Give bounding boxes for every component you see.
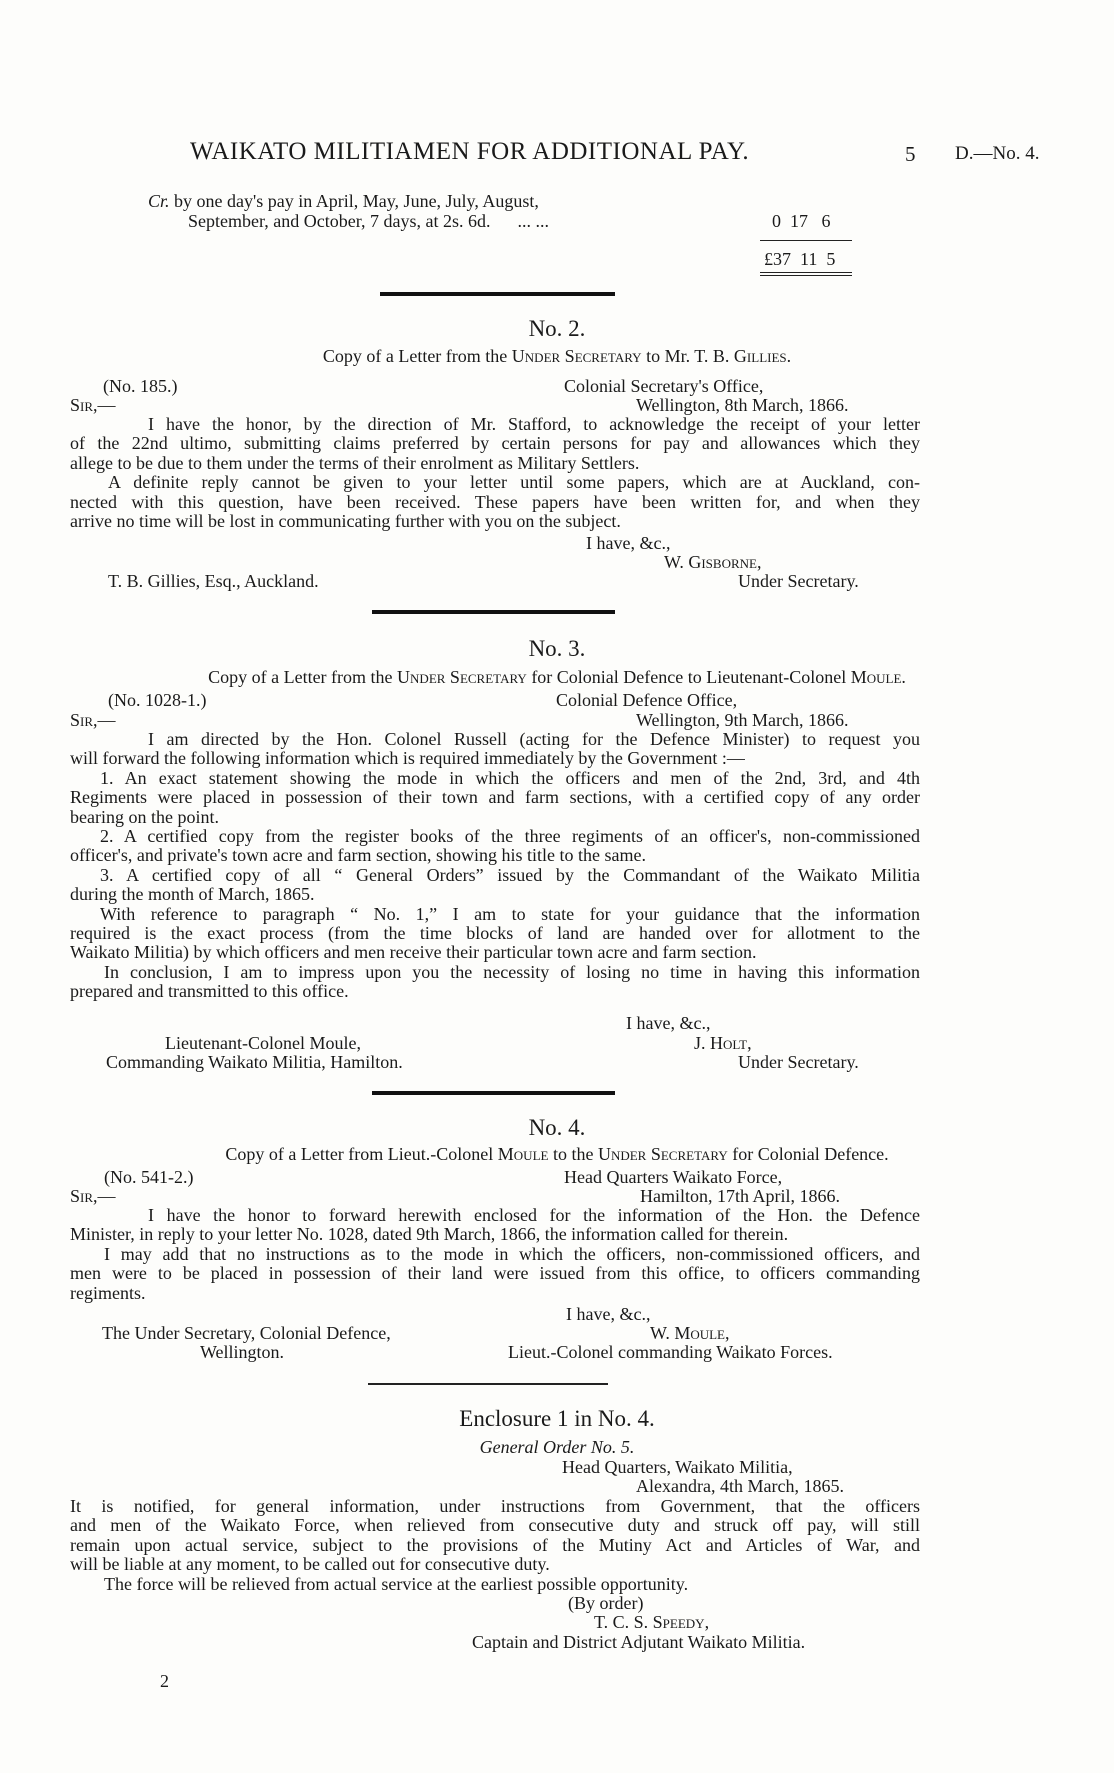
body-line: With reference to paragraph “ No. 1,” I am to state for your guidance that the information bbox=[100, 903, 920, 924]
letter-3-recipient-2: Commanding Waikato Militia, Hamilton. bbox=[106, 1052, 403, 1072]
body-line: I have the honor to forward herewith enclosed for the information of the Hon. the Defence bbox=[148, 1205, 920, 1225]
total-rule-2 bbox=[760, 275, 852, 276]
enclosure-heading: Enclosure 1 in No. 4. bbox=[459, 1406, 655, 1431]
letter-4-heading: No. 4. bbox=[528, 1115, 586, 1140]
letter-3-signer: J. Holt, bbox=[694, 1033, 752, 1053]
letter-2-signer-title: Under Secretary. bbox=[738, 571, 859, 591]
letter-2-body bbox=[70, 415, 920, 531]
body-line: I have the honor, by the direction of Mr. Stafford, to acknowledge the receipt of your letter bbox=[148, 414, 920, 434]
letter-3-closing: I have, &c., bbox=[626, 1013, 711, 1033]
body-line: officer's, and private's town acre and farm section, showing his title to the same. bbox=[70, 845, 646, 866]
body-line: The force will be relieved from actual service at the earliest possible opportunity. bbox=[104, 1573, 689, 1594]
enclosure-place-2: Alexandra, 4th March, 1865. bbox=[636, 1476, 844, 1496]
body-line: arrive no time will be lost in communicating further with you on the subject. bbox=[70, 511, 621, 532]
body-line: allege to be due to them under the terms of their enrolment as Military Settlers. bbox=[70, 452, 640, 473]
body-line: Minister, in reply to your letter No. 1028, dated 9th March, 1866, the information called for therein. bbox=[70, 1224, 789, 1245]
body-line: remain upon actual service, subject to the provisions of the Mutiny Act and Articles of War, and bbox=[70, 1534, 920, 1555]
letter-4-office: Head Quarters Waikato Force, bbox=[564, 1167, 783, 1187]
body-line: nected with this question, have been received. These papers have been written for, and when they bbox=[70, 491, 920, 512]
letter-4-number: (No. 541-2.) bbox=[104, 1167, 194, 1187]
letter-2-closing: I have, &c., bbox=[586, 533, 671, 553]
body-line: will forward the following information which is required immediately by the Government :— bbox=[70, 748, 745, 769]
letter-2-heading: No. 2. bbox=[528, 316, 586, 341]
letter-2-recipient: T. B. Gillies, Esq., Auckland. bbox=[108, 571, 319, 591]
letter-4-signer: W. Moule, bbox=[650, 1323, 730, 1343]
document-reference: D.—No. 4. bbox=[955, 143, 1040, 164]
letter-4-recipient-2: Wellington. bbox=[200, 1342, 285, 1362]
body-line: I may add that no instructions as to the mode in which the officers, non-commissioned officers, and bbox=[104, 1243, 920, 1264]
letter-2-office: Colonial Secretary's Office, bbox=[564, 376, 764, 396]
letter-4-salutation: Sir,— bbox=[70, 1186, 116, 1206]
letter-3-heading: No. 3. bbox=[528, 636, 586, 661]
section-divider bbox=[380, 292, 615, 296]
account-line-2: September, and October, 7 days, at 2s. 6d. ... ... bbox=[188, 211, 549, 231]
letter-2-number: (No. 185.) bbox=[103, 376, 178, 396]
section-divider bbox=[372, 1091, 615, 1095]
body-line: 2. A certified copy from the register books of the three regiments of an officer's, non-commissioned bbox=[100, 826, 920, 847]
letter-3-place-date: Wellington, 9th March, 1866. bbox=[636, 710, 849, 730]
body-line: and men of the Waikato Force, when relieved from consecutive duty and struck off pay, will still bbox=[70, 1515, 920, 1536]
letter-3-office: Colonial Defence Office, bbox=[556, 690, 738, 710]
cr-label: Cr. bbox=[148, 191, 170, 211]
body-line: Regiments were placed in possession of their town and farm sections, with a certified copy of any order bbox=[70, 787, 920, 808]
letter-2-place-date: Wellington, 8th March, 1866. bbox=[636, 395, 849, 415]
letter-4-signer-title: Lieut.-Colonel commanding Waikato Forces. bbox=[508, 1342, 833, 1362]
enclosure-divider bbox=[368, 1383, 608, 1385]
letter-2-signer: W. Gisborne, bbox=[664, 552, 762, 572]
account-amount: 0 17 6 bbox=[772, 211, 831, 231]
letter-4-recipient-1: The Under Secretary, Colonial Defence, bbox=[102, 1323, 391, 1343]
letter-4-body bbox=[70, 1206, 920, 1303]
sum-rule bbox=[760, 240, 852, 241]
letter-3-subtitle: Copy of a Letter from the Under Secretary for Colonial Defence to Lieutenant-Colonel Moule. bbox=[208, 667, 906, 687]
body-line: bearing on the point. bbox=[70, 806, 219, 827]
body-line: 3. A certified copy of all “ General Orders” issued by the Commandant of the Waikato Militia bbox=[100, 864, 920, 885]
body-line: during the month of March, 1865. bbox=[70, 884, 315, 905]
body-line: prepared and transmitted to this office. bbox=[70, 981, 349, 1002]
enclosure-signer-title: Captain and District Adjutant Waikato Militia. bbox=[472, 1632, 806, 1652]
letter-3-salutation: Sir,— bbox=[70, 710, 116, 730]
body-line: regiments. bbox=[70, 1282, 146, 1303]
total-rule-1 bbox=[760, 272, 852, 273]
body-line: 1. An exact statement showing the mode in which the officers and men of the 2nd, 3rd, and 4th bbox=[100, 767, 920, 788]
letter-4-closing: I have, &c., bbox=[566, 1304, 651, 1324]
body-line: will be liable at any moment, to be called out for consecutive duty. bbox=[70, 1554, 550, 1575]
body-line: Waikato Militia) by which officers and men receive their particular town acre and farm section. bbox=[70, 942, 757, 963]
letter-3-number: (No. 1028-1.) bbox=[108, 690, 207, 710]
account-total: £37 11 5 bbox=[764, 249, 836, 269]
account-line-1: Cr. by one day's pay in April, May, June, July, August, bbox=[148, 191, 539, 211]
leader-dots: ... ... bbox=[517, 211, 549, 231]
section-divider bbox=[372, 610, 615, 614]
body-line: of the 22nd ultimo, submitting claims preferred by certain persons for pay and allowances which they bbox=[70, 433, 920, 454]
letter-3-signer-title: Under Secretary. bbox=[738, 1052, 859, 1072]
enclosure-place-1: Head Quarters, Waikato Militia, bbox=[562, 1457, 793, 1477]
letter-2-subtitle: Copy of a Letter from the Under Secretary to Mr. T. B. Gillies. bbox=[322, 346, 792, 366]
body-line: In conclusion, I am to impress upon you the necessity of losing no time in having this information bbox=[104, 961, 920, 982]
running-title: WAIKATO MILITIAMEN FOR ADDITIONAL PAY. bbox=[190, 138, 750, 165]
letter-3-body bbox=[70, 730, 920, 1002]
letter-4-subtitle: Copy of a Letter from Lieut.-Colonel Moule to the Under Secretary for Colonial Defence. bbox=[225, 1144, 889, 1164]
body-line: It is notified, for general information, under instructions from Government, that the officers bbox=[70, 1496, 920, 1516]
enclosure-by-order: (By order) bbox=[568, 1593, 644, 1613]
enclosure-body bbox=[70, 1497, 920, 1594]
signature-mark: 2 bbox=[160, 1671, 169, 1691]
body-line: required is the exact process (from the time blocks of land are handed over for allotment to the bbox=[70, 923, 920, 944]
letter-4-place-date: Hamilton, 17th April, 1866. bbox=[640, 1186, 840, 1206]
enclosure-subtitle: General Order No. 5. bbox=[479, 1437, 635, 1457]
body-line: men were to be placed in possession of their land were issued from this office, to officers commanding bbox=[70, 1263, 920, 1284]
letter-2-salutation: Sir,— bbox=[70, 395, 116, 415]
letter-3-recipient-1: Lieutenant-Colonel Moule, bbox=[165, 1033, 361, 1053]
body-line: I am directed by the Hon. Colonel Russell (acting for the Defence Minister) to request you bbox=[148, 729, 920, 749]
enclosure-signer: T. C. S. Speedy, bbox=[594, 1612, 710, 1632]
page-number: 5 bbox=[905, 142, 916, 166]
body-line: A definite reply cannot be given to your letter until some papers, which are at Auckland, con- bbox=[108, 472, 920, 493]
